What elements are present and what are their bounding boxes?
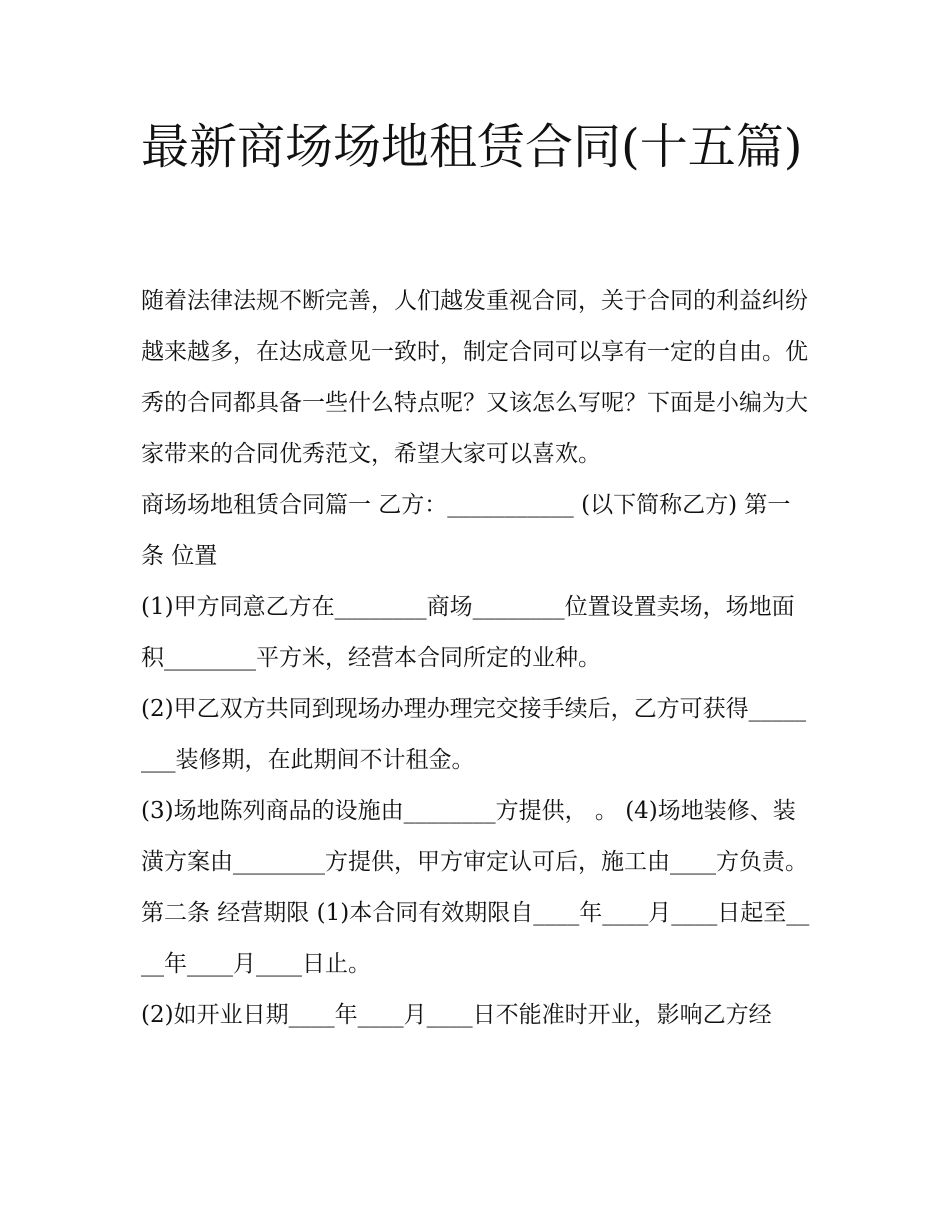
document-title: 最新商场场地租赁合同(十五篇) (141, 119, 803, 175)
document-body (141, 276, 813, 1041)
term-paragraph: (2)如开业日期____年____月____日不能准时开业，影响乙方经 (141, 1002, 772, 1028)
clause-paragraph: (2)甲乙双方共同到现场办理办理完交接手续后，乙方可获得________装修期，在此期间不计租金。 (141, 696, 807, 773)
term-paragraph: 第二条 经营期限 (1)本合同有效期限自____年____月____日起至____年____月____日止。 (141, 900, 810, 977)
clause-paragraph: (3)场地陈列商品的设施由________方提供， 。 (4)场地装修、装潢方案由________方提供，甲方审定认可后，施工由____方负责。 (141, 798, 808, 875)
contract-heading-paragraph: 商场场地租赁合同篇一 乙方：___________ (以下简称乙方) 第一条 位置 (141, 492, 791, 569)
intro-paragraph: 随着法律法规不断完善，人们越发重视合同，关于合同的利益纠纷越来越多，在达成意见一致时，制定合同可以享有一定的自由。优秀的合同都具备一些什么特点呢？又该怎么写呢？下面是小编为大家带来的合同优秀范文，希望大家可以喜欢。 (141, 288, 808, 467)
clause-paragraph: (1)甲方同意乙方在________商场________位置设置卖场，场地面积________平方米，经营本合同所定的业种。 (141, 594, 795, 671)
